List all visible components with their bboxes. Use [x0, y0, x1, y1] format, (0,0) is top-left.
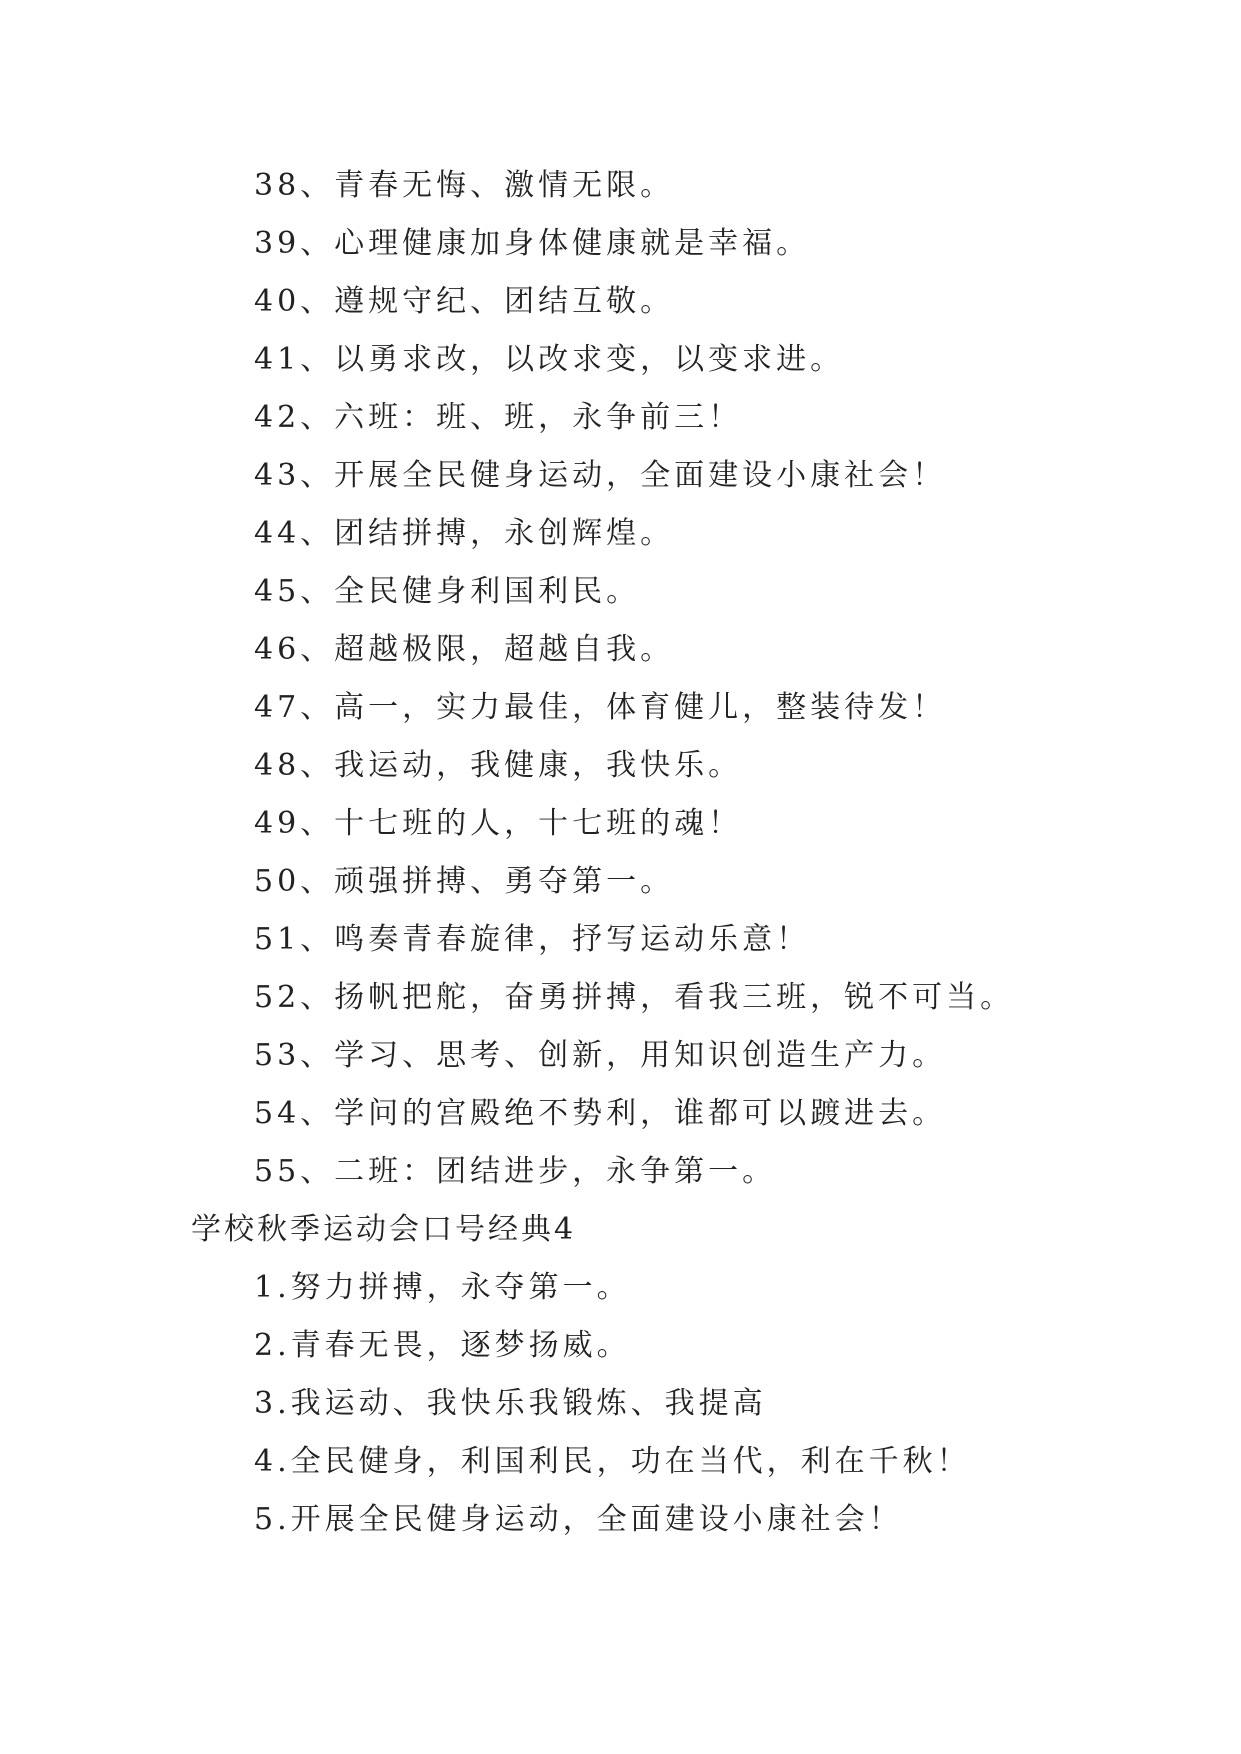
slogan-line: 53、学习、思考、创新，用知识创造生产力。: [254, 1038, 947, 1073]
slogan-line: 50、顽强拼搏、勇夺第一。: [254, 864, 675, 899]
slogan-line: 3.我运动、我快乐我锻炼、我提高: [254, 1386, 767, 1421]
slogan-line: 2.青春无畏，逐梦扬威。: [254, 1328, 631, 1363]
slogan-line: 40、遵规守纪、团结互敬。: [254, 284, 675, 319]
slogan-line: 5.开展全民健身运动，全面建设小康社会！: [254, 1502, 903, 1537]
slogan-line: 46、超越极限，超越自我。: [254, 632, 675, 667]
slogan-line: 1.努力拼搏，永夺第一。: [254, 1270, 631, 1305]
slogan-line: 54、学问的宫殿绝不势利，谁都可以踱进去。: [254, 1096, 947, 1131]
slogan-line: 41、以勇求改，以改求变，以变求进。: [254, 342, 845, 377]
slogan-line: 47、高一，实力最佳，体育健儿，整装待发！: [254, 690, 947, 725]
slogan-line: 49、十七班的人，十七班的魂！: [254, 806, 743, 841]
section-heading: 学校秋季运动会口号经典4: [191, 1212, 577, 1247]
slogan-line: 43、开展全民健身运动，全面建设小康社会！: [254, 458, 947, 493]
slogan-line: 52、扬帆把舵，奋勇拼搏，看我三班，锐不可当。: [254, 980, 1015, 1015]
slogan-line: 48、我运动，我健康，我快乐。: [254, 748, 743, 783]
slogan-line: 39、心理健康加身体健康就是幸福。: [254, 226, 811, 261]
slogan-line: 44、团结拼搏，永创辉煌。: [254, 516, 675, 551]
slogan-line: 38、青春无悔、激情无限。: [254, 168, 675, 203]
slogan-line: 4.全民健身，利国利民，功在当代，利在千秋！: [254, 1444, 971, 1479]
slogan-line: 55、二班：团结进步，永争第一。: [254, 1154, 777, 1189]
slogan-line: 45、全民健身利国利民。: [254, 574, 641, 609]
slogan-line: 42、六班：班、班，永争前三！: [254, 400, 743, 435]
slogan-line: 51、鸣奏青春旋律，抒写运动乐意！: [254, 922, 811, 957]
